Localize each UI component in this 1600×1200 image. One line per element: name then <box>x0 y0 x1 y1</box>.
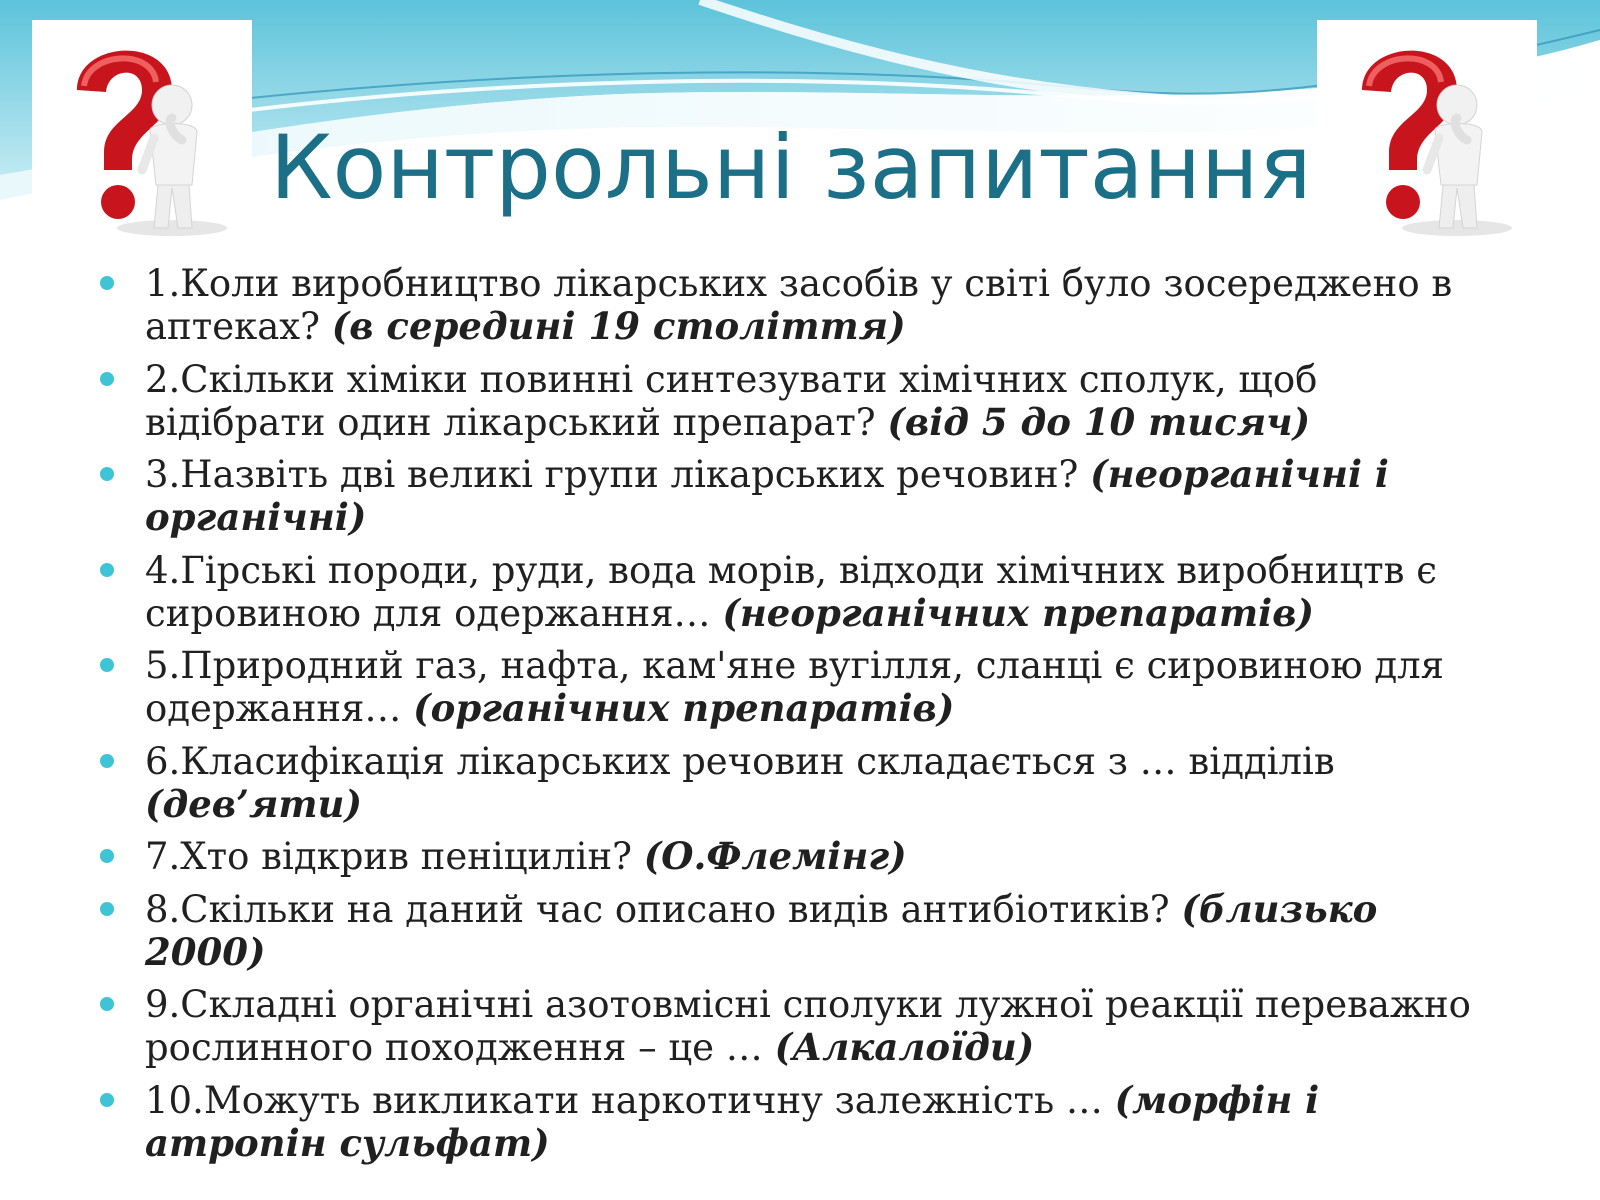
bullet-icon <box>100 849 114 863</box>
bullet-icon <box>100 1093 114 1107</box>
page-title: Контрольні запитання <box>270 116 1312 219</box>
bullet-icon <box>100 754 114 768</box>
answer-text: (Алкалоїди) <box>774 1025 1035 1069</box>
bullet-icon <box>100 658 114 672</box>
question-item-10 <box>96 1079 1506 1165</box>
question-text: 9.Складні органічні азотовмісні сполуки лужної реакції переважно рослинного походження – це … <box>145 983 1471 1069</box>
answer-text: (близько 2000) <box>145 886 1378 974</box>
answer-text: (дев’яти) <box>145 781 362 826</box>
question-item-5 <box>96 644 1506 730</box>
answer-text: (від 5 до 10 тисяч) <box>887 399 1311 444</box>
question-item-3 <box>96 453 1506 539</box>
question-text: 1.Коли виробництво лікарських засобів у світі було зосереджено в аптеках? <box>145 262 1453 348</box>
question-item-4 <box>96 549 1506 635</box>
bullet-icon <box>100 902 114 916</box>
question-item-7 <box>96 835 1506 878</box>
bullet-icon <box>100 467 114 481</box>
question-mark-figure-icon <box>1317 20 1537 240</box>
question-item-9 <box>96 983 1506 1069</box>
question-mark-figure-icon <box>32 20 252 240</box>
bullet-icon <box>100 276 114 290</box>
question-text: 2.Скільки хіміки повинні синтезувати хімічних сполук, щоб відібрати один лікарський препарат? <box>145 357 1318 444</box>
question-item-2 <box>96 358 1506 444</box>
answer-text: (морфін і атропін сульфат) <box>145 1077 1320 1165</box>
question-figure-left <box>32 20 252 240</box>
question-text: 10.Можуть викликати наркотичну залежність … <box>145 1078 1103 1122</box>
question-item-6 <box>96 740 1506 826</box>
question-figure-right <box>1317 20 1537 240</box>
question-text: 6.Класифікація лікарських речовин складається з … відділів <box>145 739 1335 783</box>
answer-text: (О.Флемінг) <box>643 834 907 878</box>
question-item-8 <box>96 888 1506 974</box>
answer-text: (в середині 19 століття) <box>331 304 906 348</box>
bullet-icon <box>100 563 114 577</box>
questions-list <box>96 262 1506 1174</box>
answer-text: (органічних препаратів) <box>413 686 955 730</box>
question-text: 8.Скільки на даний час описано видів антибіотиків? <box>145 887 1170 931</box>
question-text: 5.Природний газ, нафта, кам'яне вугілля, сланці є сировиною для одержання… <box>145 644 1444 730</box>
question-text: 4.Гірські породи, руди, вода морів, відходи хімічних виробництв є сировиною для одержання… <box>145 548 1437 635</box>
question-text: 3.Назвіть дві великі групи лікарських речовин? <box>145 453 1079 496</box>
question-item-1 <box>96 262 1506 348</box>
question-text: 7.Хто відкрив пеніцилін? <box>145 835 632 878</box>
answer-text: (неорганічних препаратів) <box>722 590 1315 635</box>
bullet-icon <box>100 372 114 386</box>
answer-text: (неорганічні і органічні) <box>145 452 1389 539</box>
bullet-icon <box>100 997 114 1011</box>
